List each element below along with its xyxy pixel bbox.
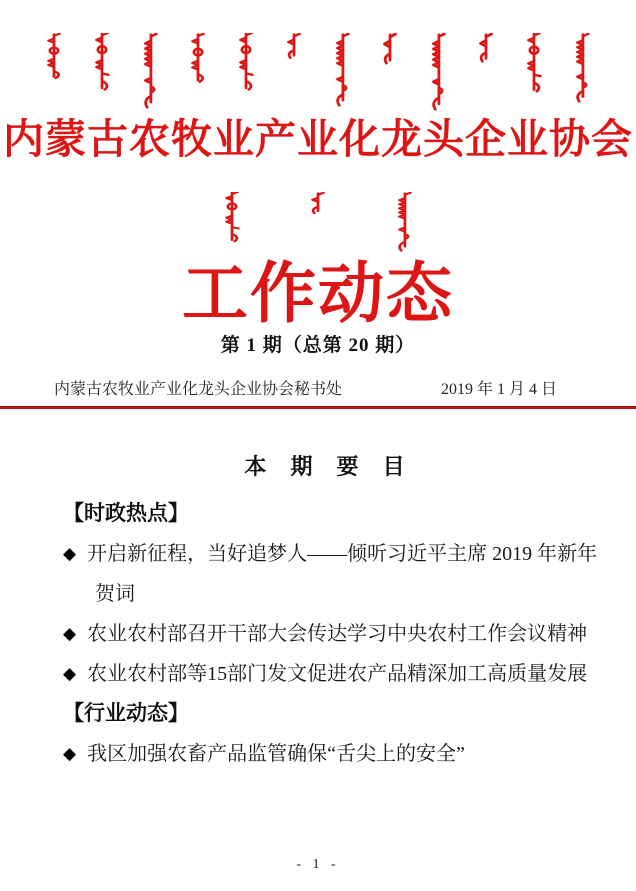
mongolian-masthead-row [0,33,636,111]
toc-section-header: 【行业动态】 [63,702,189,725]
mongolian-word-icon [523,33,545,97]
issue-number-line: 第 1 期（总第 20 期） [220,335,416,356]
mongolian-word-icon [139,33,161,109]
toc-item-text: 农业农村部等15部门发文促进农产品精深加工高质量发展 [87,663,588,685]
bulletin-title: 工作动态 [182,258,454,331]
mongolian-word-icon [43,33,65,83]
diamond-bullet-icon: ◆ [63,624,77,644]
table-of-contents [63,452,598,774]
mongolian-word-icon [91,33,113,95]
publication-date: 2019 年 1 月 4 日 [440,381,557,398]
mongolian-word-icon [221,192,243,246]
toc-item [63,654,586,694]
toc-item-text: 农业农村部召开干部大会传达学习中央农村工作会议精神 [87,623,588,645]
association-name-title: 内蒙古农牧业产业化龙头企业协会 [3,116,633,162]
mongolian-word-icon [331,33,353,107]
publisher-name: 内蒙古农牧业产业化龙头企业协会秘书处 [54,381,343,398]
mongolian-word-icon [187,33,209,87]
mongolian-word-icon [571,33,593,103]
toc-section-header: 【时政热点】 [63,502,189,525]
toc-item-text: 我区加强农畜产品监管确保“舌尖上的安全” [87,743,465,765]
mongolian-word-icon [379,33,401,67]
diamond-bullet-icon: ◆ [63,664,77,684]
publisher-date-row [54,379,557,401]
toc-heading: 本 期 要 目 [244,454,414,479]
toc-item-text: 开启新征程，当好追梦人——倾听习近平主席 2019 年新年 [87,543,598,565]
diamond-bullet-icon: ◆ [63,544,77,564]
toc-item [63,734,586,774]
toc-item-continuation: 贺词 [95,583,135,605]
mongolian-word-icon [235,33,257,95]
diamond-bullet-icon: ◆ [63,744,77,764]
mongolian-word-icon [475,33,497,65]
mongolian-word-icon [283,33,305,61]
red-divider-rule [0,406,636,409]
mongolian-word-icon [307,192,329,216]
toc-item [63,614,586,654]
page-number: - 1 - [296,857,340,872]
toc-item [63,534,598,574]
mongolian-word-icon [427,33,449,111]
